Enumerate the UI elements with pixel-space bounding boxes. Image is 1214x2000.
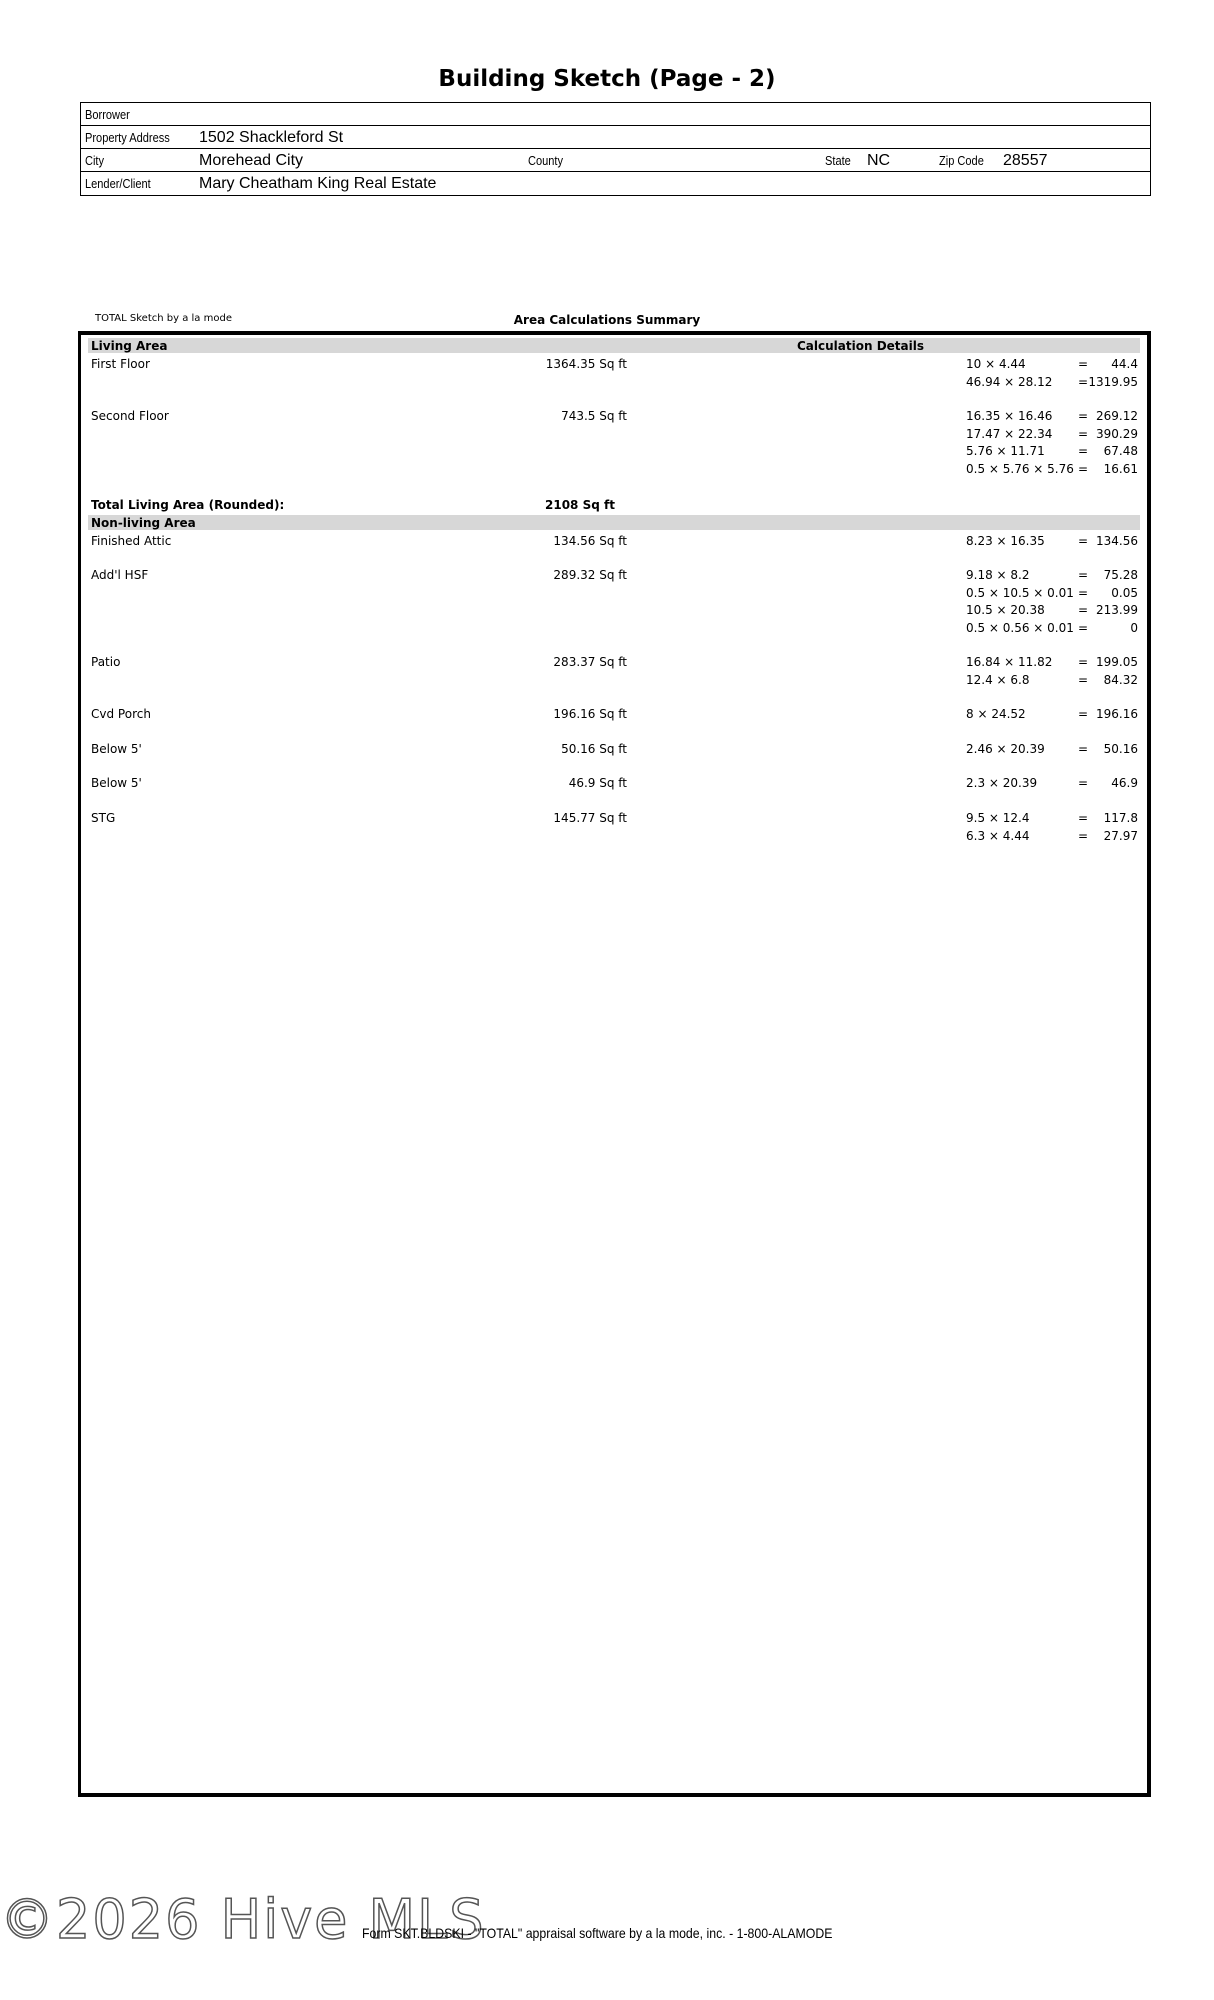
area-summary-box xyxy=(78,331,1151,1797)
calc-equals: = xyxy=(1078,776,1089,790)
calc-result: 16.61 xyxy=(1103,461,1138,476)
calc-result: 84.32 xyxy=(1103,672,1138,687)
zip-label: Zip Code xyxy=(939,153,984,168)
calc-expression: 46.94 × 28.12 xyxy=(966,374,1053,389)
area-name: Patio xyxy=(91,655,121,669)
area-value: 743.5 Sq ft xyxy=(561,409,627,423)
calc-equals: = xyxy=(1078,585,1089,600)
calc-result: 134.56 xyxy=(1096,534,1138,548)
calc-equals: = xyxy=(1078,672,1089,687)
county-label: County xyxy=(528,153,564,168)
calc-expression: 17.47 × 22.34 xyxy=(966,426,1053,441)
area-value: 283.37 Sq ft xyxy=(553,655,627,669)
calc-expression: 9.18 × 8.2 xyxy=(966,568,1030,582)
calc-result: 1319.95 xyxy=(1088,374,1138,389)
calc-result: 50.16 xyxy=(1103,742,1138,756)
state-value: NC xyxy=(867,152,891,169)
city-label: City xyxy=(85,153,105,168)
calc-result: 196.16 xyxy=(1096,707,1138,721)
calc-expression: 10 × 4.44 xyxy=(966,357,1026,371)
total-living-label: Total Living Area (Rounded): xyxy=(91,498,285,512)
lender-row xyxy=(81,172,1150,195)
sketch-credit: TOTAL Sketch by a la mode xyxy=(95,313,232,324)
calc-equals: = xyxy=(1078,444,1089,458)
calc-expression: 0.5 × 10.5 × 0.01 xyxy=(966,585,1074,600)
calc-result: 117.8 xyxy=(1103,811,1138,825)
calc-expression: 6.3 × 4.44 xyxy=(966,828,1030,843)
calc-result: 0 xyxy=(1130,620,1138,635)
calc-expression: 2.3 × 20.39 xyxy=(966,776,1038,790)
calc-result: 269.12 xyxy=(1096,409,1138,423)
area-value: 50.16 Sq ft xyxy=(561,742,627,756)
area-name: Add'l HSF xyxy=(91,568,149,582)
property-header-table xyxy=(80,102,1151,196)
calc-expression: 12.4 × 6.8 xyxy=(966,672,1030,687)
property-address-label: Property Address xyxy=(85,130,170,145)
calc-result: 46.9 xyxy=(1111,776,1138,790)
footer-text: Form SKT.BLDSKI - "TOTAL" appraisal software by a la mode, inc. - 1-800-ALAMODE xyxy=(362,1925,833,1941)
calc-result: 44.4 xyxy=(1111,357,1138,371)
area-value: 196.16 Sq ft xyxy=(553,707,627,721)
calc-equals: = xyxy=(1078,357,1089,371)
page-title: Building Sketch (Page - 2) xyxy=(438,66,776,92)
calc-expression: 8 × 24.52 xyxy=(966,707,1026,721)
calc-equals: = xyxy=(1078,534,1089,548)
calc-result: 199.05 xyxy=(1096,655,1138,669)
lender-label: Lender/Client xyxy=(85,176,151,191)
state-label: State xyxy=(825,153,851,168)
area-value: 46.9 Sq ft xyxy=(568,776,627,790)
calc-equals: = xyxy=(1078,409,1089,423)
total-living-value: 2108 Sq ft xyxy=(545,498,615,512)
calc-expression: 5.76 × 11.71 xyxy=(966,444,1045,458)
city-row xyxy=(81,149,1150,172)
calc-expression: 16.35 × 16.46 xyxy=(966,409,1053,423)
borrower-label: Borrower xyxy=(85,107,130,122)
calc-equals: = xyxy=(1078,655,1089,669)
calc-equals: = xyxy=(1078,742,1089,756)
area-value: 1364.35 Sq ft xyxy=(545,357,627,371)
area-name: Below 5' xyxy=(91,776,142,790)
area-name: STG xyxy=(91,811,116,825)
city-value: Morehead City xyxy=(199,152,304,169)
area-name: Below 5' xyxy=(91,742,142,756)
summary-title: Area Calculations Summary xyxy=(513,313,701,327)
calc-equals: = xyxy=(1078,620,1089,635)
calc-equals: = xyxy=(1078,426,1089,441)
area-name: Finished Attic xyxy=(91,534,172,548)
calc-equals: = xyxy=(1078,461,1089,476)
calc-expression: 10.5 × 20.38 xyxy=(966,603,1045,617)
calc-equals: = xyxy=(1078,374,1089,389)
calc-result: 0.05 xyxy=(1111,585,1138,600)
calc-expression: 9.5 × 12.4 xyxy=(966,811,1030,825)
calculation-details-heading: Calculation Details xyxy=(797,339,925,353)
calc-equals: = xyxy=(1078,707,1089,721)
lender-value: Mary Cheatham King Real Estate xyxy=(199,175,437,192)
area-value: 289.32 Sq ft xyxy=(553,568,627,582)
calc-result: 67.48 xyxy=(1103,444,1138,458)
area-value: 145.77 Sq ft xyxy=(553,811,627,825)
calc-equals: = xyxy=(1078,603,1089,617)
property-address-row xyxy=(81,126,1150,149)
watermark: ©2026 Hive MLS xyxy=(0,1888,486,1951)
calc-equals: = xyxy=(1078,568,1089,582)
calc-expression: 0.5 × 5.76 × 5.76 xyxy=(966,461,1074,476)
area-name: First Floor xyxy=(91,357,150,371)
area-name: Second Floor xyxy=(91,409,169,423)
living-area-band xyxy=(88,338,1140,353)
living-area-heading: Living Area xyxy=(91,339,168,353)
calc-equals: = xyxy=(1078,828,1089,843)
area-name: Cvd Porch xyxy=(91,707,151,721)
property-address-value: 1502 Shackleford St xyxy=(199,129,344,146)
calc-expression: 0.5 × 0.56 × 0.01 xyxy=(966,620,1074,635)
calc-expression: 2.46 × 20.39 xyxy=(966,742,1045,756)
non-living-area-band xyxy=(88,515,1140,530)
calc-result: 390.29 xyxy=(1096,426,1138,441)
calc-result: 75.28 xyxy=(1103,568,1138,582)
zip-value: 28557 xyxy=(1003,152,1048,169)
calc-equals: = xyxy=(1078,811,1089,825)
calc-result: 27.97 xyxy=(1103,828,1138,843)
calc-result: 213.99 xyxy=(1096,603,1138,617)
non-living-heading: Non-living Area xyxy=(91,516,196,530)
area-value: 134.56 Sq ft xyxy=(553,534,627,548)
borrower-row xyxy=(81,103,1150,126)
calc-expression: 16.84 × 11.82 xyxy=(966,655,1053,669)
calc-expression: 8.23 × 16.35 xyxy=(966,534,1045,548)
